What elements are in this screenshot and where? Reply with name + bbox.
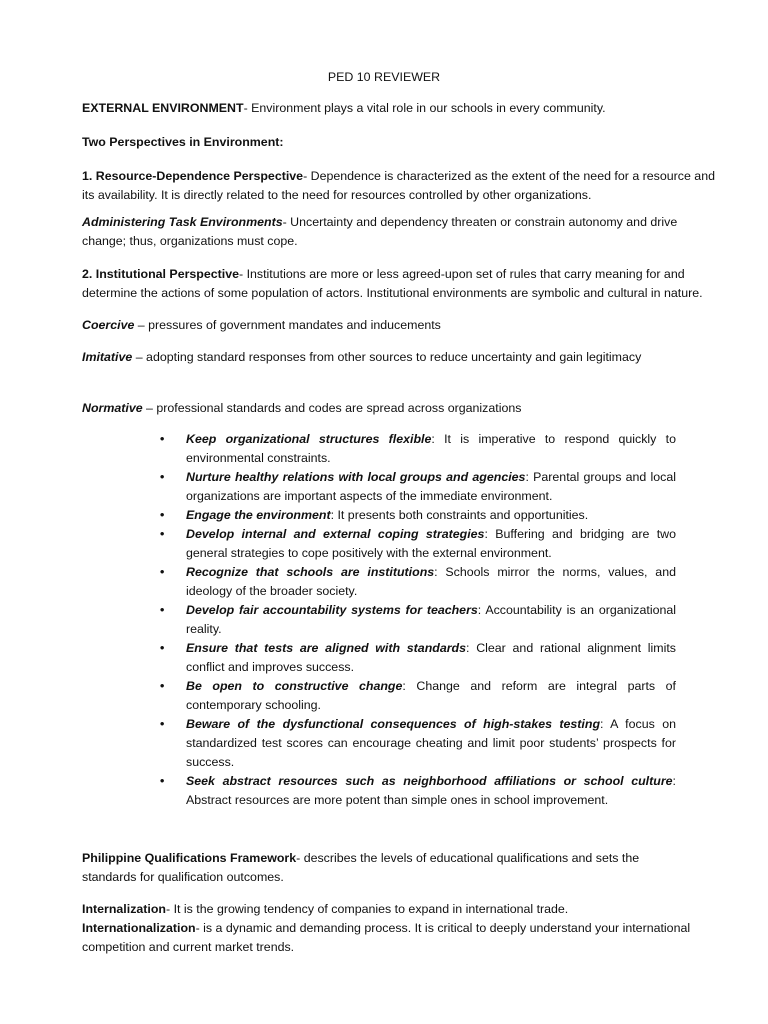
bullet-term: Ensure that tests are aligned with standards xyxy=(186,641,467,655)
list-item xyxy=(160,601,676,639)
bullet-desc: : A focus on standardized test scores can encourage cheating and limit poor students’ prospects for success. xyxy=(186,717,676,769)
institutional-perspective-paragraph xyxy=(82,265,722,303)
bullet-desc: : Buffering and bridging are two general strategies to cope positively with the external environment. xyxy=(186,527,676,560)
bullet-term: Engage the environment xyxy=(186,508,331,522)
imitative-term: Imitative xyxy=(82,350,133,364)
bullet-desc: : Schools mirror the norms, values, and ideology of the broader society. xyxy=(186,565,676,598)
bullet-term: Seek abstract resources such as neighborhood affiliations or school culture xyxy=(186,774,673,788)
pqf-term: Philippine Qualifications Framework xyxy=(82,851,297,865)
bullet-term: Be open to constructive change xyxy=(186,679,403,693)
strategies-bullet-list xyxy=(160,430,676,810)
two-perspectives-heading-block xyxy=(82,133,722,152)
pqf-paragraph xyxy=(82,849,672,887)
list-item xyxy=(160,563,676,601)
bullet-desc: : It is imperative to respond quickly to environmental constraints. xyxy=(186,432,676,465)
internalization-desc: - It is the growing tendency of companies to expand in international trade. xyxy=(166,902,569,916)
coercive-paragraph xyxy=(82,316,722,335)
pqf-desc: - describes the levels of educational qualifications and sets the standards for qualification outcomes. xyxy=(82,851,640,884)
list-item xyxy=(160,639,676,677)
bullet-desc: : Accountability is an organizational reality. xyxy=(186,603,677,636)
external-environment-term: EXTERNAL ENVIRONMENT xyxy=(82,101,244,115)
internalization-term: Internalization xyxy=(82,902,166,916)
coercive-desc: – pressures of government mandates and inducements xyxy=(134,318,441,332)
bullet-term: Develop internal and external coping strategies xyxy=(186,527,485,541)
bullet-term: Recognize that schools are institutions xyxy=(186,565,435,579)
institutional-perspective-term: 2. Institutional Perspective xyxy=(82,267,239,281)
institutional-perspective-desc: - Institutions are more or less agreed-upon set of rules that carry meaning for and determine the actions of some population of actors. Institutional environments are symbolic and cultural in nature. xyxy=(82,267,703,300)
document-title: PED 10 REVIEWER xyxy=(327,70,441,84)
bullet-desc: : Change and reform are integral parts of contemporary schooling. xyxy=(186,679,677,712)
normative-desc: – professional standards and codes are spread across organizations xyxy=(142,401,522,415)
normative-paragraph xyxy=(82,399,722,418)
internationalization-desc: - is a dynamic and demanding process. It is critical to deeply understand your international competition and current market trends. xyxy=(82,921,691,954)
coercive-term: Coercive xyxy=(82,318,135,332)
two-perspectives-heading: Two Perspectives in Environment: xyxy=(82,135,284,149)
list-item xyxy=(160,772,676,810)
bullet-term: Keep organizational structures flexible xyxy=(186,432,432,446)
administering-task-paragraph xyxy=(82,213,722,251)
bullet-desc: : Clear and rational alignment limits conflict and improves success. xyxy=(186,641,676,674)
list-item xyxy=(160,506,676,525)
external-environment-desc: - Environment plays a vital role in our schools in every community. xyxy=(243,101,606,115)
list-item xyxy=(160,715,676,772)
resource-dependence-paragraph xyxy=(82,167,722,205)
resource-dependence-desc: - Dependence is characterized as the extent of the need for a resource and its availability. It is directly related to the need for resources controlled by other organizations. xyxy=(82,169,715,202)
administering-task-desc: - Uncertainty and dependency threaten or constrain autonomy and drive change; thus, organizations must cope. xyxy=(82,215,678,248)
administering-task-term: Administering Task Environments xyxy=(82,215,283,229)
normative-term: Normative xyxy=(82,401,143,415)
list-item xyxy=(160,430,676,468)
list-item xyxy=(160,468,676,506)
list-item xyxy=(160,525,676,563)
internationalization-term: Internationalization xyxy=(82,921,196,935)
bullet-term: Beware of the dysfunctional consequences of high-stakes testing xyxy=(186,717,601,731)
bullet-term: Develop fair accountability systems for teachers xyxy=(186,603,478,617)
bullet-desc: : Parental groups and local organizations are important aspects of the immediate environment. xyxy=(186,470,677,503)
bullet-term: Nurture healthy relations with local groups and agencies xyxy=(186,470,526,484)
bullet-desc: : Abstract resources are more potent than simple ones in school improvement. xyxy=(186,774,676,807)
imitative-paragraph xyxy=(82,348,682,367)
external-environment-paragraph xyxy=(82,99,722,118)
imitative-desc: – adopting standard responses from other sources to reduce uncertainty and gain legitimacy xyxy=(132,350,642,364)
bullet-desc: : It presents both constraints and opportunities. xyxy=(330,508,589,522)
list-item xyxy=(160,677,676,715)
resource-dependence-term: 1. Resource-Dependence Perspective xyxy=(82,169,304,183)
internalization-paragraph xyxy=(82,900,722,957)
